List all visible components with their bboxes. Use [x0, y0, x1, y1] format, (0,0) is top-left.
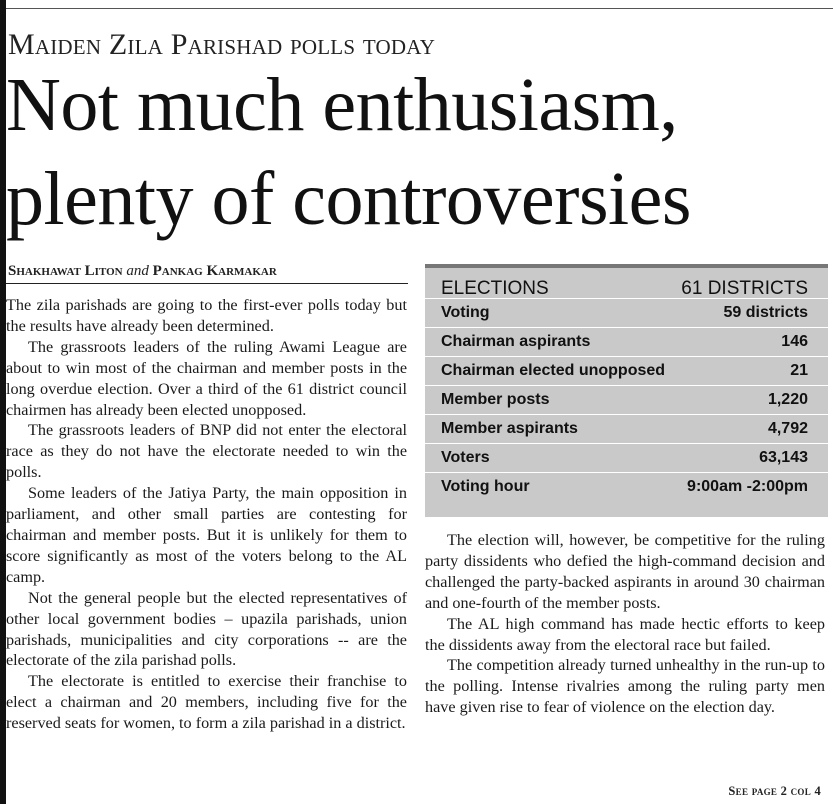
- factbox-row-label: Member posts: [441, 391, 550, 408]
- factbox-row-label: Voters: [441, 449, 490, 466]
- factbox-row: [425, 415, 828, 444]
- article-column-left: [6, 295, 407, 734]
- factbox-row-label: Member aspirants: [441, 420, 578, 437]
- factbox-row-value: 59 districts: [723, 304, 808, 321]
- factbox-row-label: Chairman elected unopposed: [441, 362, 666, 379]
- headline-line-1: Not much enthusiasm,: [6, 63, 678, 147]
- top-rule: [6, 8, 833, 9]
- factbox-row-label: Chairman aspirants: [441, 333, 591, 350]
- factbox-row: [425, 328, 828, 357]
- headline: [6, 58, 691, 246]
- byline-conjunction: and: [126, 263, 149, 279]
- paragraph: Not the general people but the elected representatives of other local government bodies – upazila parishads, union parishads, municipalities and city corporations -- are the electorate of the zila parishad polls.: [6, 588, 407, 670]
- article-column-right: [425, 530, 825, 718]
- paragraph: Some leaders of the Jatiya Party, the main opposition in parliament, and other small parties are contesting for chairman and member posts. But it is unlikely for them to score significantly as most of the voters belong to the AL camp.: [6, 484, 407, 586]
- factbox-row-value: 9:00am -2:00pm: [687, 478, 808, 495]
- factbox-header-label: ELECTIONS: [441, 278, 549, 299]
- factbox-row-value: 146: [781, 333, 808, 350]
- factbox-header: [425, 268, 828, 299]
- election-factbox: [425, 264, 828, 517]
- factbox-row-value: 1,220: [767, 391, 808, 408]
- factbox-row: [425, 357, 828, 386]
- paragraph: The AL high command has made hectic efforts to keep the dissidents away from the electoral race but failed.: [425, 614, 825, 654]
- factbox-row: [425, 444, 828, 473]
- byline-rule: [6, 283, 408, 284]
- factbox-row: [425, 299, 828, 328]
- factbox-row-label: Voting: [441, 304, 490, 321]
- headline-line-2: plenty of controversies: [6, 157, 691, 241]
- factbox-header-value: 61 DISTRICTS: [681, 278, 808, 299]
- factbox-row-value: 21: [790, 362, 808, 379]
- kicker: Maiden Zila Parishad polls today: [8, 28, 436, 61]
- factbox-row: [425, 386, 828, 415]
- factbox-row-label: Voting hour: [441, 478, 530, 495]
- byline: [8, 263, 277, 280]
- factbox-row: [425, 473, 828, 501]
- paragraph: The grassroots leaders of the ruling Awami League are about to win most of the chairman and member posts in the long overdue election. Over a third of the 61 district council chairmen has already been elected unopposed.: [6, 337, 407, 419]
- paragraph: The competition already turned unhealthy in the run-up to the polling. Intense rivalries among the ruling party men have given rise to fear of violence on the election day.: [425, 656, 825, 717]
- paragraph: The electorate is entitled to exercise their franchise to elect a chairman and 20 members, including five for the reserved seats for women, to form a zila parishad in a district.: [6, 672, 407, 733]
- paragraph: The election will, however, be competitive for the ruling party dissidents who defied the high-command decision and challenged the party-backed aspirants in around 30 chairman and one-fourth of the member posts.: [425, 531, 825, 612]
- byline-author-2: Pankag Karmakar: [152, 263, 277, 279]
- factbox-row-value: 63,143: [759, 449, 808, 466]
- factbox-row-value: 4,792: [767, 420, 808, 437]
- paragraph: The grassroots leaders of BNP did not enter the electoral race as they do not have the electorate needed to win the polls.: [6, 421, 407, 482]
- byline-author-1: Shakhawat Liton: [8, 263, 123, 279]
- paragraph: The zila parishads are going to the first-ever polls today but the results have already been determined.: [6, 296, 407, 335]
- continued-on-page-link[interactable]: See page 2 col 4: [728, 784, 821, 798]
